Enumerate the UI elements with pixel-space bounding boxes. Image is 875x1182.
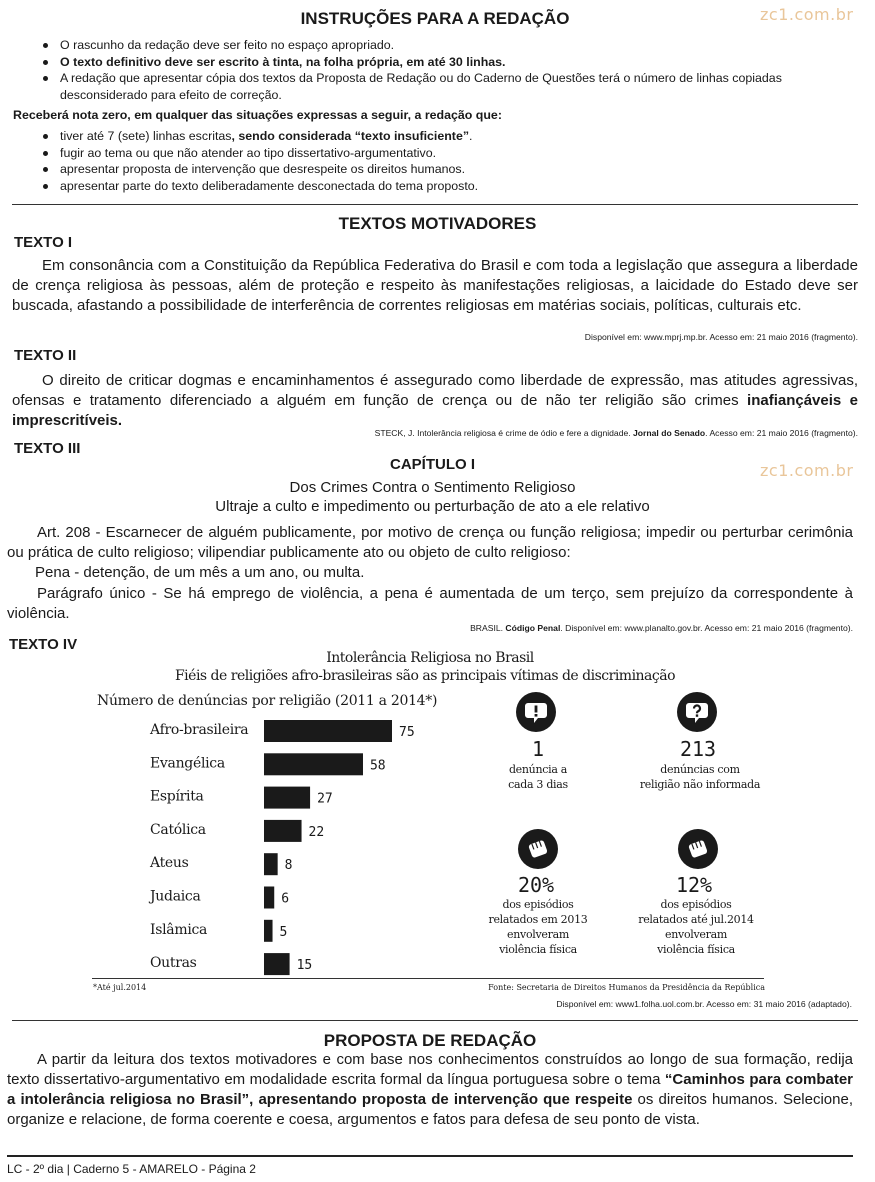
bar-category-label: Espírita [150,788,204,805]
instruction-item: O rascunho da redação deve ser feito no espaço apropriado. [40,37,860,54]
bar-value-label: 27 [317,791,333,807]
zero-grade-item: apresentar parte do texto deliberadamente desconectada do tema proposto. [40,178,860,195]
bar-value-label: 58 [369,758,386,774]
bar-category-label: Outras [150,955,197,972]
motivational-texts-title: TEXTOS MOTIVADORES [338,214,537,233]
chart-axis-title: Número de denúncias por religião (2011 a 2014*) [97,693,438,709]
stat-description: dos episódios relatados em 2013 envolveram violência física [488,898,588,956]
texto-1-body: Em consonância com a Constituição da República Federativa do Brasil e com toda a legislação que assegura a liberdade de crença religiosa às pessoas, além de proteção e respeito às manifestações religiosas, a laicidade do Estado deve ser buscada, afastando a possibilidade de interferência de correntes religiosas em matérias sociais, políticas, culturais etc. [12,257,858,314]
instructions-list [40,37,860,103]
chapter-title: CAPÍTULO I [390,456,475,473]
penalty-text: Pena - detenção, de um mês a um ano, ou multa. [35,564,365,581]
instruction-item: O texto definitivo deve ser escrito à tinta, na folha própria, em até 30 linhas. [40,54,860,71]
texto-2-source: STECK, J. Intolerância religiosa é crime de ódio e fere a dignidade. Jornal do Senado. Acesso em: 21 maio 2016 (fragmento). [374,428,858,438]
zero-grade-heading: Receberá nota zero, em qualquer das situações expressas a seguir, a redação que: [13,108,502,122]
bar-chart [0,710,480,980]
chapter-subtitle: Dos Crimes Contra o Sentimento Religioso [289,479,576,496]
bar-value-label: 75 [399,725,415,740]
chart-title: Intolerância Religiosa no Brasil [326,650,534,666]
stat-value: 1 [531,737,545,761]
fist-icon [518,829,558,869]
bar-value-label: 8 [284,858,293,874]
stat-value: 20% [517,873,555,897]
section-divider [12,204,858,205]
fist-icon [678,829,718,869]
zero-grade-list [40,128,860,194]
texto-1-label: TEXTO I [14,234,73,251]
speech-bubble-question-icon [677,692,717,732]
bar [264,753,363,775]
bar [264,953,290,975]
watermark-middle: zc1.com.br [760,461,854,480]
bar-category-label: Evangélica [150,755,225,772]
bar-value-label: 5 [279,924,288,940]
texto-2-label: TEXTO II [14,347,77,364]
bar-value-label: 22 [308,824,325,840]
article-208-text: Art. 208 - Escarnecer de alguém publicamente, por motivo de crença ou função religiosa; impedir ou perturbar cerimônia ou prática de culto religioso; vilipendiar publicamente ato ou objeto de culto religioso: [7,524,853,561]
footer-divider [7,1155,853,1157]
bar [264,887,274,909]
texto-4-label: TEXTO IV [9,636,78,653]
bar [264,853,278,875]
texto-3-source: BRASIL. Código Penal. Disponível em: www.planalto.gov.br. Acesso em: 21 maio 2016 (fragmento). [470,623,853,633]
bar-category-label: Ateus [150,855,189,872]
bar-category-label: Islâmica [150,921,208,938]
bar [264,720,392,742]
stat-value: 12% [675,873,713,897]
stat-description: dos episódios relatados até jul.2014 envolveram violência física [638,898,754,956]
bar-category-label: Afro-brasileira [150,722,249,738]
texto-3-label: TEXTO III [14,440,81,457]
proposal-title: PROPOSTA DE REDAÇÃO [323,1031,537,1050]
instructions-title: INSTRUÇÕES PARA A REDAÇÃO [300,9,570,28]
chapter-subtitle-2: Ultraje a culto e impedimento ou perturbação de ato a ele relativo [215,498,650,515]
stat-description: denúncia a cada 3 dias [508,763,568,791]
page-footer: LC - 2º dia | Caderno 5 - AMARELO - Página 2 [7,1162,256,1176]
stat-description: denúncias com religião não informada [639,763,761,791]
bar [264,820,302,842]
sole-paragraph-text: Parágrafo único - Se há emprego de violência, a pena é aumentada de um terço, sem prejuízo da correspondente à violência. [7,585,853,622]
chart-divider [92,978,764,979]
zero-grade-item: apresentar proposta de intervenção que desrespeite os direitos humanos. [40,161,860,178]
texto-2-body: O direito de criticar dogmas e encaminhamentos é assegurado como liberdade de expressão, mas atitudes agressivas, ofensas e tratamento diferenciado a alguém em função de crença ou de não ter religião são crimes inafiançáveis e imprescritíveis. [12,372,859,429]
section-divider [12,1020,858,1021]
bar-value-label: 15 [296,958,313,974]
texto-1-source: Disponível em: www.mprj.mp.br. Acesso em: 21 maio 2016 (fragmento). [584,332,858,342]
zero-grade-item: fugir ao tema ou que não atender ao tipo dissertativo-argumentativo. [40,145,860,162]
watermark-top: zc1.com.br [760,5,854,24]
chart-footnote: *Até jul.2014 [93,983,147,992]
bar-category-label: Católica [150,821,206,838]
chart-subtitle: Fiéis de religiões afro-brasileiras são as principais vítimas de discriminação [174,668,676,684]
bar-category-label: Judaica [150,888,201,905]
texto-4-source: Disponível em: www1.folha.uol.com.br. Acesso em: 31 maio 2016 (adaptado). [556,999,852,1009]
instruction-item: A redação que apresentar cópia dos textos da Proposta de Redação ou do Caderno de Questões terá o número de linhas copiadas desconsiderado para efeito de correção. [40,70,860,103]
bar [264,920,273,942]
chart-source: Fonte: Secretaria de Direitos Humanos da Presidência da República [488,983,765,992]
zero-grade-item: tiver até 7 (sete) linhas escritas, sendo considerada “texto insuficiente”. [40,128,860,145]
bar [264,787,310,809]
proposal-body: A partir da leitura dos textos motivadores e com base nos conhecimentos construídos ao longo de sua formação, redija texto dissertativo-argumentativo em modalidade escrita formal da língua portuguesa sobre o tema “Caminhos para combater a intolerância religiosa no Brasil”, apresentando proposta de intervenção que respeite os direitos humanos. Selecione, organize e relacione, de forma coerente e coesa, argumentos e fatos para defesa de seu ponto de vista. [7,1051,854,1128]
stat-value: 213 [679,737,717,761]
bar-value-label: 6 [281,891,290,907]
speech-bubble-exclamation-icon [516,692,556,732]
